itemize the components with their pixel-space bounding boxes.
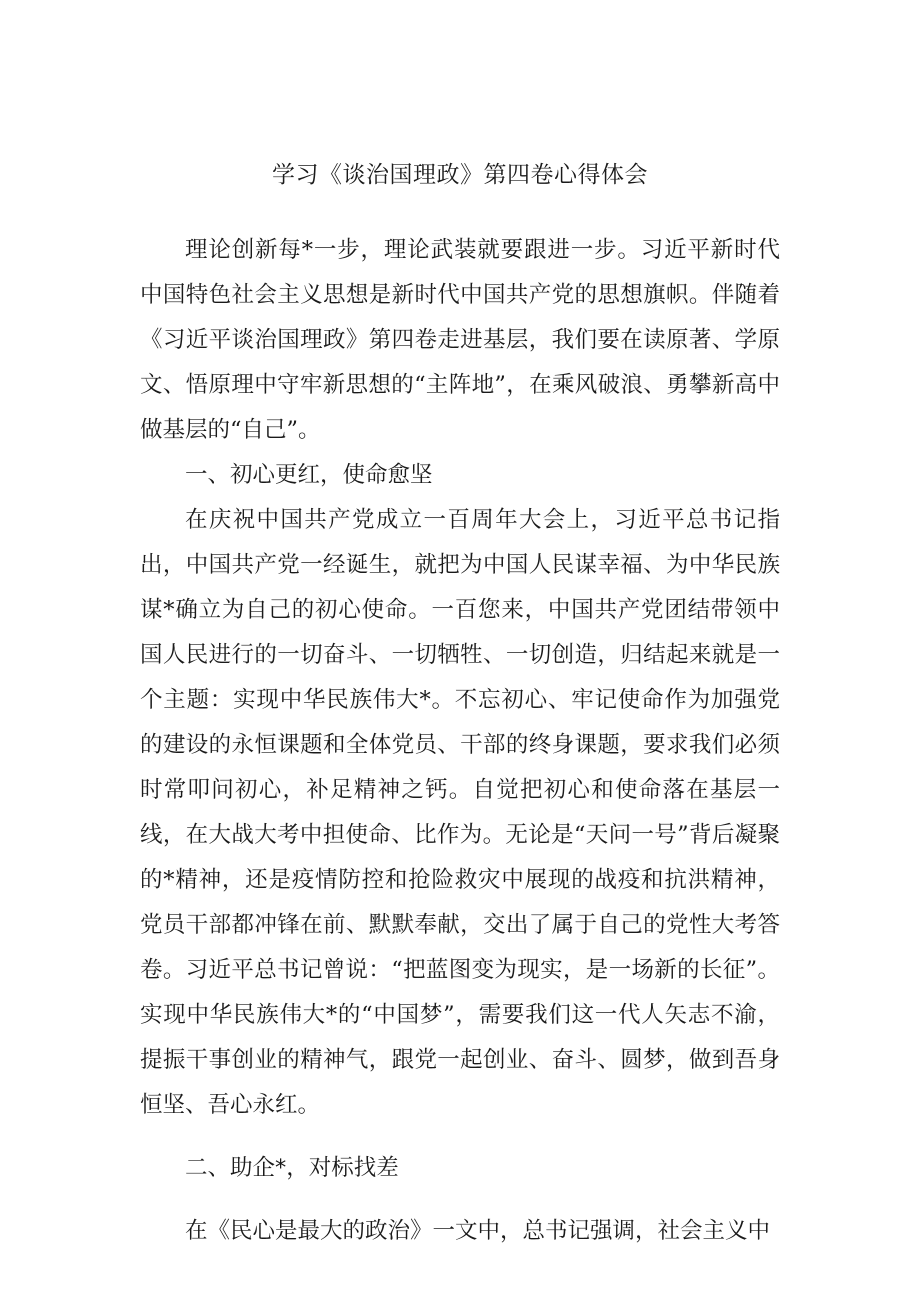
section-1-paragraph: 在庆祝中国共产党成立一百周年大会上，习近平总书记指出，中国共产党一经诞生，就把为中国人民谋幸福、为中华民族谋*确立为自己的初心使命。一百您来，中国共产党团结带领中国人民进行的一切奋斗、一切牺牲、一切创造，归结起来就是一个主题：实现中华民族伟大*。不忘初心、牢记使命作为加强党的建设的永恒课题和全体党员、干部的终身课题，要求我们必须时常叩问初心，补足精神之钙。自觉把初心和使命落在基层一线，在大战大考中担使命、比作为。无论是“天问一号”背后凝聚的*精神，还是疫情防控和抢险救灾中展现的战疫和抗洪精神，党员干部都冲锋在前、默默奉献，交出了属于自己的党性大考答卷。习近平总书记曾说：“把蓝图变为现实，是一场新的长征”。实现中华民族伟大*的“中国梦”，需要我们这一代人矢志不渝，提振干事创业的精神气，跟党一起创业、奋斗、圆梦，做到吾身恒坚、吾心永红。 [140, 507, 780, 1118]
document-title: 学习《谈治国理政》第四卷心得体会 [272, 162, 648, 188]
section-heading-2: 二、助企*，对标找差 [185, 1155, 399, 1181]
intro-paragraph: 理论创新每*一步，理论武装就要跟进一步。习近平新时代中国特色社会主义思想是新时代中国共产党的思想旗帜。伴随着《习近平谈治国理政》第四卷走进基层，我们要在读原著、学原文、悟原理中守牢新思想的“主阵地”，在乘风破浪、勇攀新高中做基层的“自己”。 [140, 237, 780, 443]
document-body [140, 228, 780, 1254]
section-2-paragraph: 在《民心是最大的政治》一文中，总书记强调，社会主义中 [185, 1218, 771, 1244]
section-heading-1: 一、初心更红，使命愈坚 [185, 462, 433, 488]
